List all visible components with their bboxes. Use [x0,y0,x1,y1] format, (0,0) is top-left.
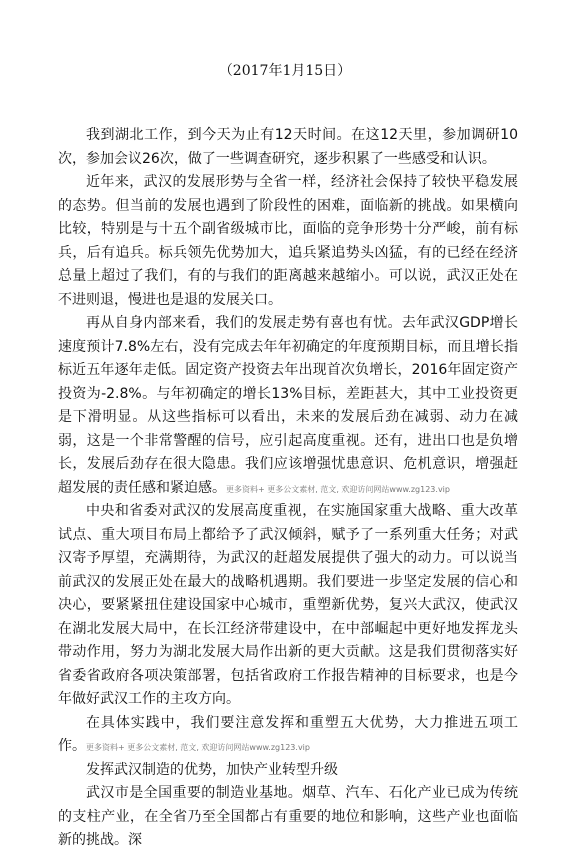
section-heading: 发挥武汉制造的优势，加快产业转型升级 [86,761,338,778]
watermark-line: 更多资料+ 更多公文素材, 范文, 欢迎访问网站www.zg123.vip [226,484,450,494]
paragraph-4: 中央和省委对武汉的发展高度重视，在实施国家重大战略、重大改革试点、重大项目布局上都给予了武汉倾斜，赋予了一系列重大任务；对武汉寄予厚望，充满期待，为武汉的赶超发展提供了强大的动力。可以说当前武汉的发展正处在最大的战略机遇期。我们要进一步坚定发展的信心和决心，要紧紧扭住建设国家中心城市，重塑新优势，复兴大武汉，使武汉在湖北发展大局中，在长江经济带建设中，在中部崛起中更好地发挥龙头带动作用，努力为湖北发展大局作出新的更大贡献。这是我们贯彻落实好省委省政府各项决策部署，包括省政府工作报告精神的目标要求，也是今年做好武汉工作的主攻方向。 [58,503,518,707]
watermark-line: 更多资料+ 更多公文素材, 范文, 欢迎访问网站www.zg123.vip [86,743,310,752]
paragraph-6: 武汉市是全国重要的制造业基地。烟草、汽车、石化产业已成为传统的支柱产业，在全省乃至全国都占有重要的地位和影响，这些产业也面临新的挑战。深 [58,785,518,848]
paragraph-1: 我到湖北工作，到今天为止有12天时间。在这12天里，参加调研10次，参加会议26次，做了一些调查研究，逐步积累了一些感受和认识。 [58,127,518,167]
paragraph-5 [58,712,518,759]
paragraph-3 [58,312,518,500]
paragraph-2: 近年来，武汉的发展形势与全省一样，经济社会保持了较快平稳发展的态势。但当前的发展也遇到了阶段性的困难，面临新的挑战。如果横向比较，特别是与十五个副省级城市比，面临的竞争形势十分严峻，前有标兵，后有追兵。标兵领先优势加大，追兵紧追势头凶猛，有的已经在经济总量上超过了我们，有的与我们的距离越来越缩小。可以说，武汉正处在不进则退，慢进也是退的发展关口。 [58,174,518,308]
document-body [58,124,518,853]
paragraph-5-text: 在具体实践中，我们要注意发挥和重塑五大优势，大力推进五项工作。 [58,714,518,754]
paragraph-3-text: 再从自身内部来看，我们的发展走势有喜也有忧。去年武汉GDP增长速度预计7.8%左右，没有完成去年年初确定的年度预期目标，而且增长指标近五年逐年走低。固定资产投资去年出现首次负增长，2016年固定资产投资为-2.8%。与年初确定的增长13%目标，差距甚大，其中工业投资更是下滑明显。从这些指标可以看出，未来的发展后劲在减弱、动力在减弱，这是一个非常警醒的信号，应引起高度重视。还有，进出口也是负增长，发展后劲存在很大隐患。我们应该增强忧患意识、危机意识，增强赶超发展的责任感和紧迫感。 [58,315,518,496]
speech-date: （2017年1月15日） [218,63,352,79]
